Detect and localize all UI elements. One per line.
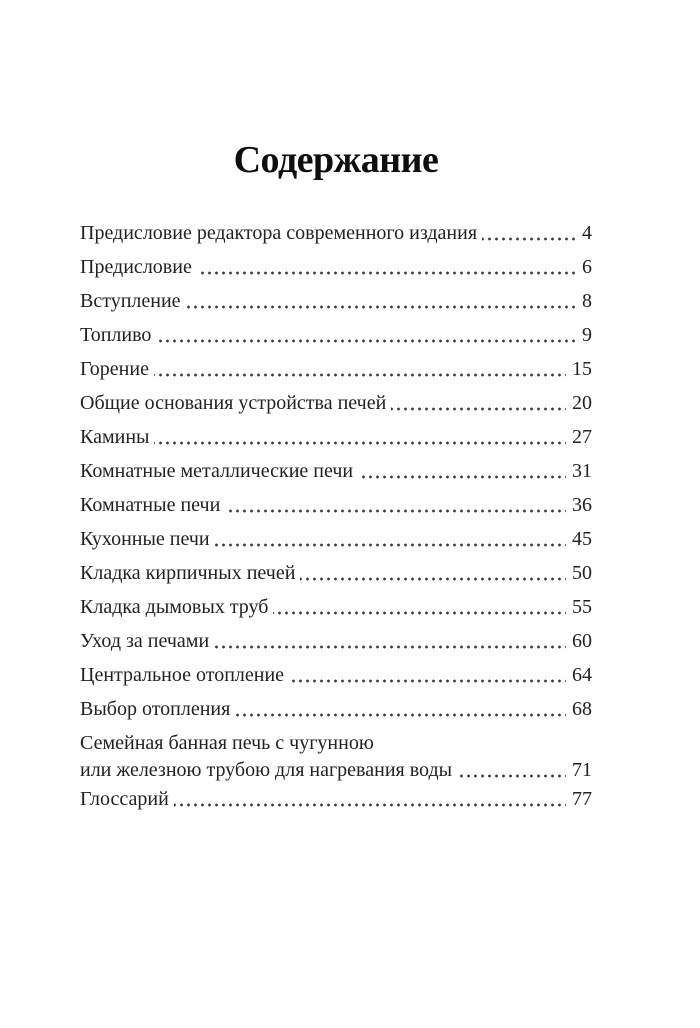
toc-entry-title: Комнатные металлические печи	[80, 459, 358, 483]
toc-entry	[80, 595, 592, 619]
toc-entry-page: 55	[566, 595, 592, 619]
toc-entry-title: Выбор отопления	[80, 697, 235, 721]
toc-entry-page: 36	[566, 493, 592, 517]
toc-entry-page: 4	[576, 221, 592, 245]
toc-entry-title: Кладка кирпичных печей	[80, 561, 300, 585]
toc-entry-page: 31	[566, 459, 592, 483]
toc-entry-page: 50	[566, 561, 592, 585]
toc-entry-page: 6	[576, 255, 592, 279]
page-title: Содержание	[233, 139, 439, 181]
toc-entry-page: 8	[576, 289, 592, 313]
toc-entry	[80, 323, 592, 347]
toc-entry	[80, 221, 592, 245]
toc-entry-title: Центральное отопление	[80, 663, 289, 687]
toc-entry-page: 77	[566, 787, 592, 811]
toc-entry-title: или железною трубою для нагревания воды	[80, 758, 457, 782]
toc-entry-page: 9	[576, 323, 592, 347]
toc-entry-title: Топливо	[80, 323, 156, 347]
toc-entry	[80, 493, 592, 517]
toc-list	[80, 221, 592, 821]
toc-entry-title: Горение	[80, 357, 154, 381]
toc-entry-page: 27	[566, 425, 592, 449]
toc-entry	[80, 255, 592, 279]
toc-entry-page: 60	[566, 629, 592, 653]
toc-entry-title: Вступление	[80, 289, 186, 313]
toc-entry	[80, 289, 592, 313]
toc-entry	[80, 527, 592, 551]
toc-entry-title: Предисловие редактора современного издания	[80, 221, 482, 245]
toc-entry	[80, 697, 592, 721]
toc-entry-title: Камины	[80, 425, 154, 449]
toc-entry-page: 15	[566, 357, 592, 381]
toc-entry-page: 45	[566, 527, 592, 551]
toc-entry	[80, 731, 592, 755]
toc-entry-title: Комнатные печи	[80, 493, 225, 517]
toc-entry	[80, 391, 592, 415]
toc-entry-page: 71	[566, 758, 592, 782]
toc-entry-title: Кухонные печи	[80, 527, 215, 551]
toc-entry	[80, 663, 592, 687]
toc-entry-title: Предисловие	[80, 255, 197, 279]
toc-entry-page: 64	[566, 663, 592, 687]
toc-entry-title: Глоссарий	[80, 787, 174, 811]
toc-entry	[80, 561, 592, 585]
toc-entry	[80, 629, 592, 653]
toc-entry	[80, 787, 592, 811]
toc-entry	[80, 758, 592, 782]
toc-entry	[80, 425, 592, 449]
toc-entry-title: Кладка дымовых труб	[80, 595, 273, 619]
toc-entry-title: Общие основания устройства печей	[80, 391, 391, 415]
toc-entry	[80, 357, 592, 381]
toc-entry	[80, 459, 592, 483]
toc-entry-title: Уход за печами	[80, 629, 214, 653]
toc-entry-page: 20	[566, 391, 592, 415]
toc-entry-title: Семейная банная печь с чугунною	[80, 731, 379, 755]
toc-entry-page: 68	[566, 697, 592, 721]
